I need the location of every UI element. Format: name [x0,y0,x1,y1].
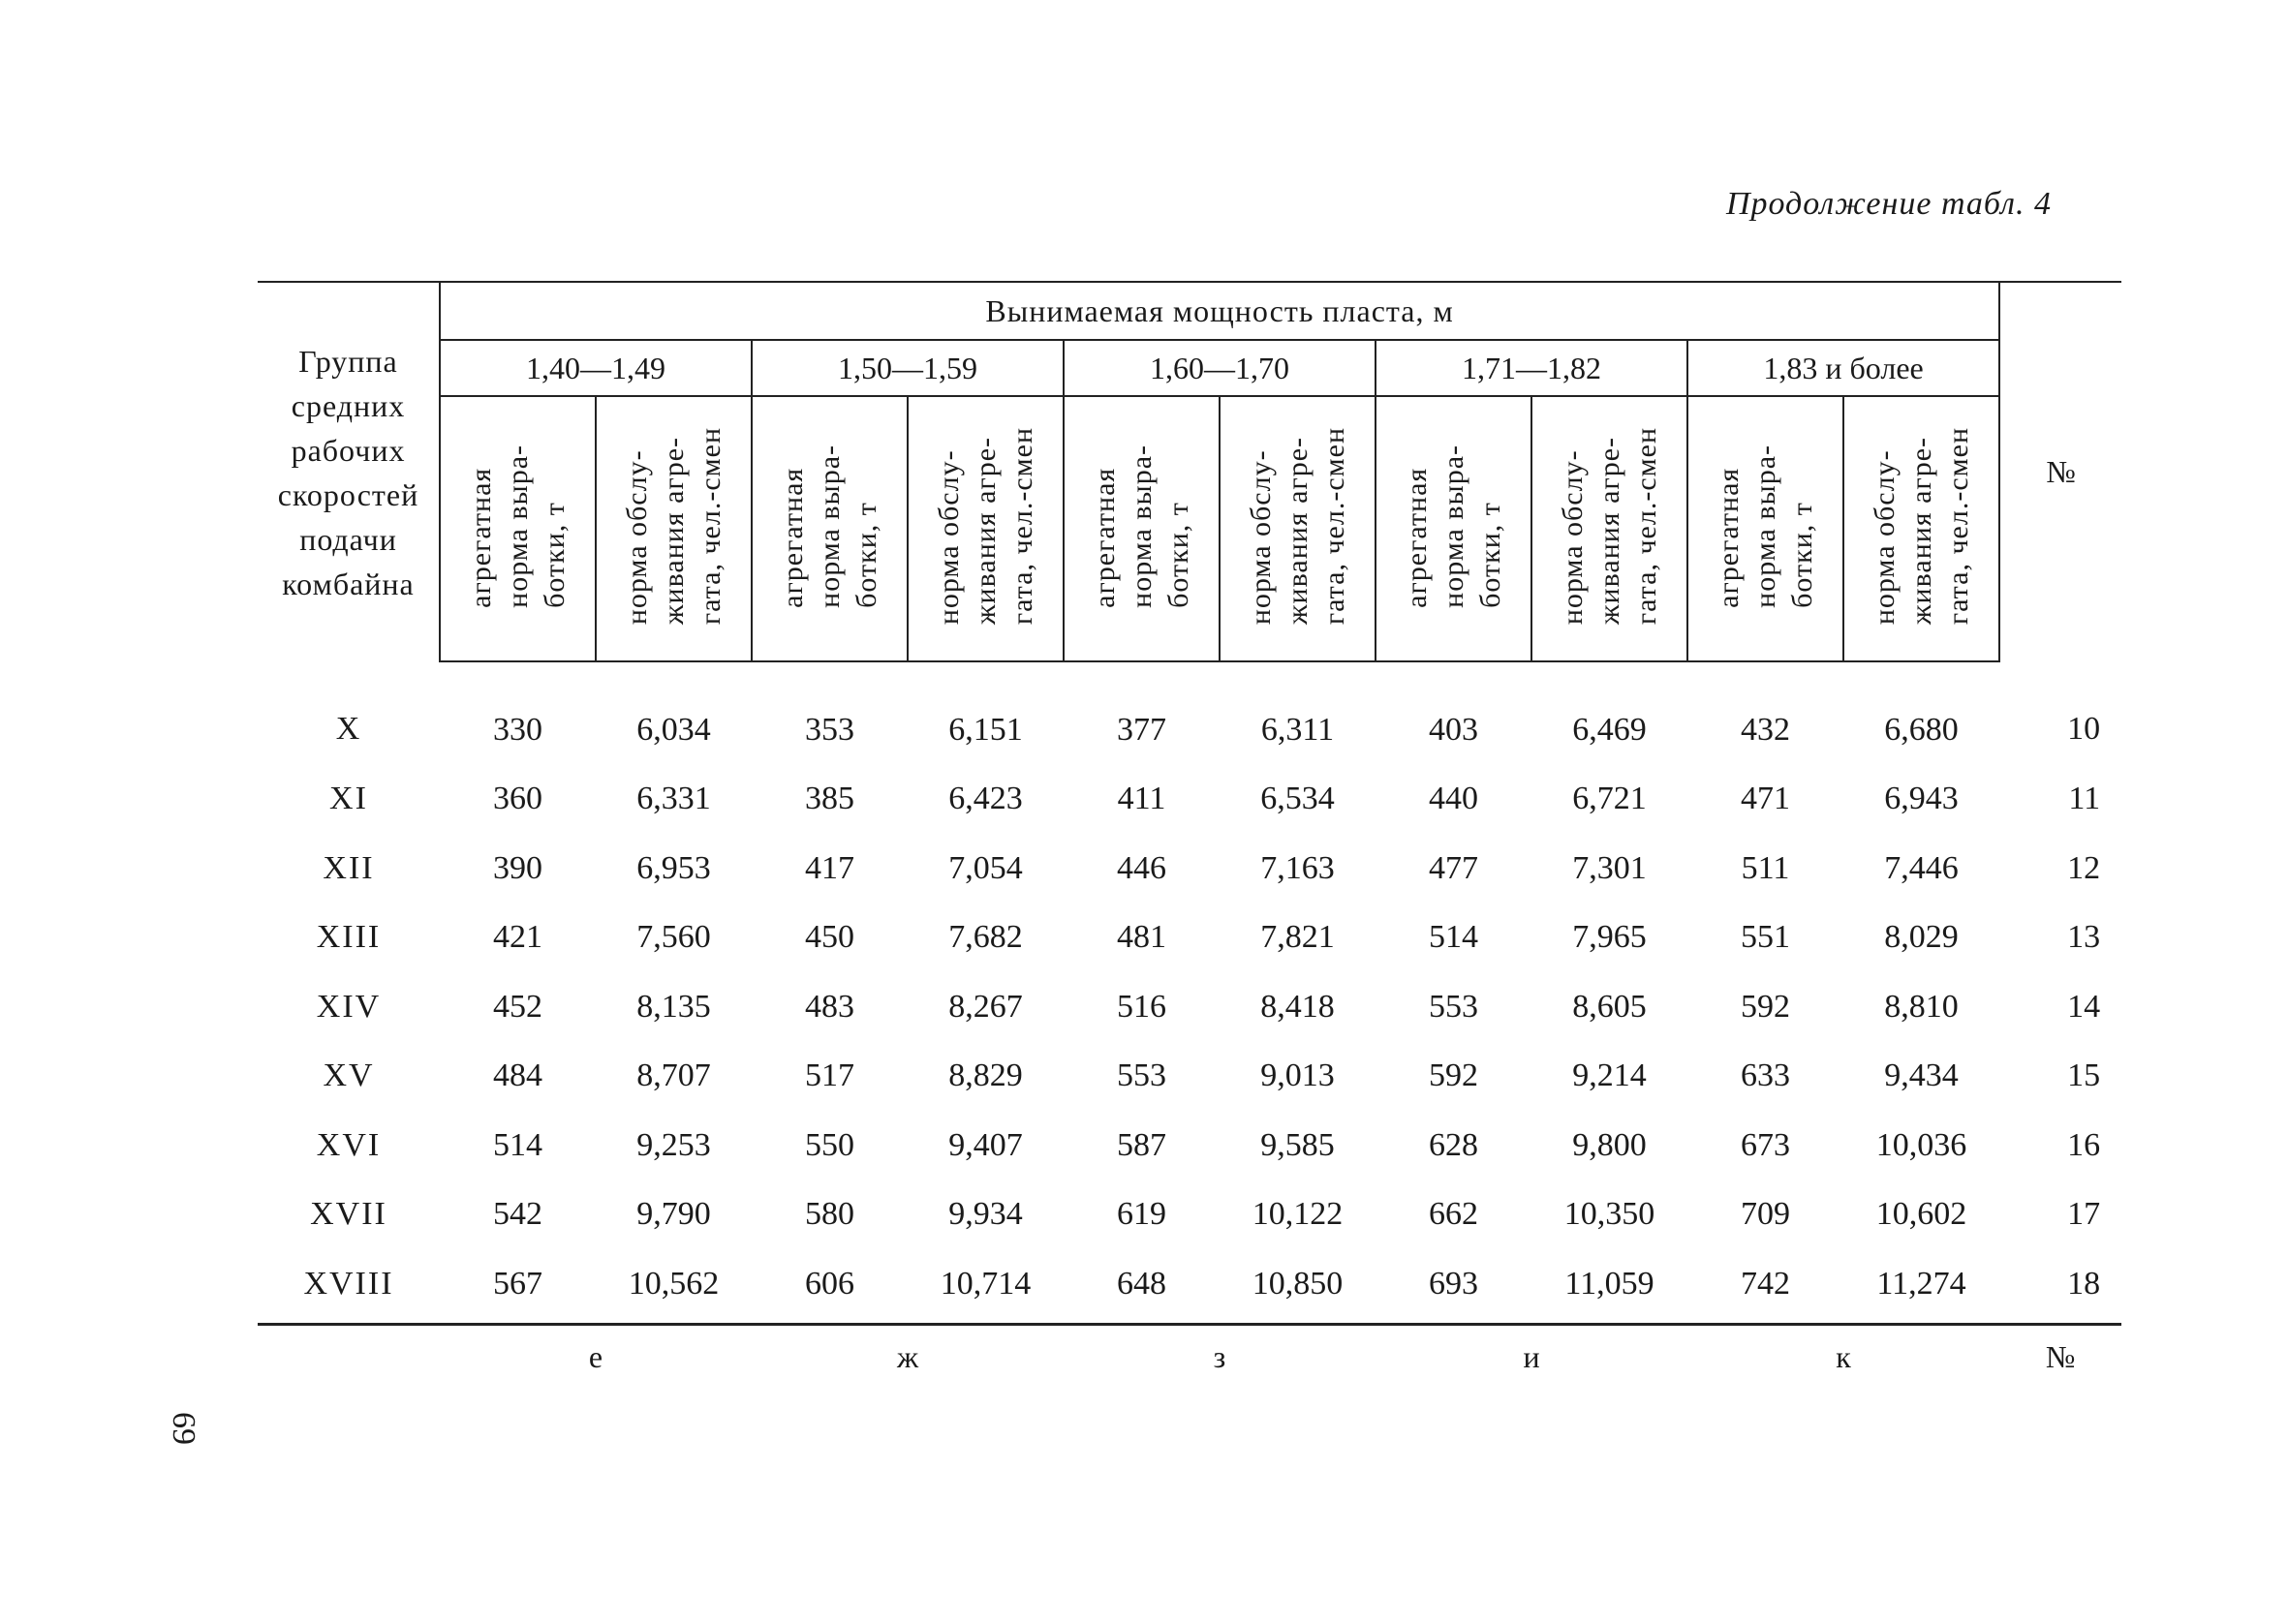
value-cell: 403 [1429,711,1478,748]
value-cell: 7,560 [636,919,711,956]
value-cell: 6,680 [1884,711,1959,748]
header-ranges-row [258,340,2121,396]
value-cell: 9,013 [1260,1057,1335,1094]
value-cell: 6,311 [1260,711,1335,748]
value-cell: 580 [805,1196,854,1233]
header-seam-thickness: Вынимаемая мощность пласта, м [440,282,1999,340]
table-body [258,661,2121,1324]
value-cell: 452 [493,988,542,1025]
header-service-norm-label: норма обслу- живания агре- гата, чел.-смен [932,427,1038,626]
value-cell: 484 [493,1057,542,1094]
group-cell: XV [323,1057,375,1094]
table-caption: Продолжение табл. 4 [1725,186,2052,222]
header-service-norm-4 [1531,396,1687,661]
value-cell: 6,151 [948,711,1023,748]
header-output-norm-label: агрегатная норма выра- ботки, т [1712,444,1818,608]
header-range-5: 1,83 и более [1687,340,1999,396]
table-row [258,1180,2121,1250]
header-number-column: № [1999,282,2121,661]
value-cell: 567 [440,1249,596,1324]
value-cell: 542 [493,1196,542,1233]
header-output-norm-label: агрегатная норма выра- ботки, т [464,444,571,608]
group-cell: XVI [316,1126,382,1163]
footer-letter-2: ж [896,1339,919,1374]
header-service-norm-label: норма обслу- живания агре- гата, чел.-смен [620,427,727,626]
row-number-cell: 10 [2067,711,2101,748]
value-cell: 471 [1741,781,1790,817]
value-cell: 6,469 [1572,711,1647,748]
header-service-norm-label: норма обслу- живания агре- гата, чел.-смен [1868,427,1974,626]
value-cell: 10,122 [1252,1196,1344,1233]
group-cell: XVIII [258,1249,440,1324]
data-table-wrapper [258,281,2121,1390]
table-row [258,1042,2121,1112]
value-cell: 693 [1376,1249,1531,1324]
row-number-cell: 14 [2067,988,2101,1025]
row-number-cell: 16 [2067,1126,2101,1163]
header-output-norm-1 [440,396,596,661]
group-cell: X [335,711,362,748]
value-cell: 6,034 [636,711,711,748]
footer-number-label: № [2045,1339,2076,1374]
value-cell: 9,214 [1572,1057,1647,1094]
row-number-cell: 12 [2067,849,2101,886]
value-cell: 8,267 [948,988,1023,1025]
value-cell: 10,562 [596,1249,752,1324]
group-cell: XII [323,849,375,886]
value-cell: 6,943 [1884,781,1959,817]
header-range-2: 1,50—1,59 [752,340,1064,396]
footer-letter-3: з [1213,1339,1226,1374]
value-cell: 360 [493,781,542,817]
header-range-1: 1,40—1,49 [440,340,752,396]
header-output-norm-5 [1687,396,1843,661]
value-cell: 6,423 [948,781,1023,817]
value-cell: 6,331 [636,781,711,817]
table-row [258,1249,2121,1324]
value-cell: 483 [805,988,854,1025]
group-cell: XI [329,781,368,817]
value-cell: 662 [1429,1196,1478,1233]
value-cell: 411 [1117,781,1166,817]
value-cell: 417 [805,849,854,886]
value-cell: 432 [1741,711,1790,748]
value-cell: 9,800 [1572,1126,1647,1163]
data-table [258,281,2121,1390]
row-number-cell: 11 [2068,781,2101,817]
value-cell: 11,274 [1843,1249,1999,1324]
value-cell: 553 [1429,988,1478,1025]
value-cell: 7,682 [948,919,1023,956]
value-cell: 477 [1429,849,1478,886]
value-cell: 6,953 [636,849,711,886]
page-number: 69 [166,1412,201,1445]
footer-letter-5: к [1836,1339,1851,1374]
value-cell: 9,407 [948,1126,1023,1163]
header-output-norm-label: агрегатная норма выра- ботки, т [1400,444,1506,608]
value-cell: 6,534 [1260,781,1335,817]
value-cell: 10,850 [1220,1249,1376,1324]
value-cell: 353 [805,711,854,748]
value-cell: 514 [493,1126,542,1163]
table-row [258,1111,2121,1180]
value-cell: 8,707 [636,1057,711,1094]
footer-letters-row [258,1324,2121,1390]
header-output-norm-4 [1376,396,1531,661]
footer-spacer [258,1324,440,1390]
value-cell: 9,934 [948,1196,1023,1233]
value-cell: 8,810 [1884,988,1959,1025]
value-cell: 7,054 [948,849,1023,886]
value-cell: 7,301 [1572,849,1647,886]
value-cell: 514 [1429,919,1478,956]
value-cell: 628 [1429,1126,1478,1163]
value-cell: 9,585 [1260,1126,1335,1163]
value-cell: 440 [1429,781,1478,817]
header-service-norm-2 [908,396,1064,661]
row-number-cell: 17 [2067,1196,2101,1233]
value-cell: 481 [1117,919,1166,956]
value-cell: 10,714 [908,1249,1064,1324]
value-cell: 8,605 [1572,988,1647,1025]
value-cell: 517 [805,1057,854,1094]
header-output-norm-2 [752,396,908,661]
group-cell: XVII [310,1196,387,1233]
table-header [258,282,2121,661]
value-cell: 377 [1117,711,1166,748]
footer-letter-4: и [1523,1339,1540,1374]
value-cell: 390 [493,849,542,886]
value-cell: 7,163 [1260,849,1335,886]
table-footer [258,1324,2121,1390]
value-cell: 330 [493,711,542,748]
table-row [258,661,2121,765]
value-cell: 709 [1741,1196,1790,1233]
value-cell: 7,965 [1572,919,1647,956]
value-cell: 587 [1117,1126,1166,1163]
header-subcolumns-row [258,396,2121,661]
header-output-norm-label: агрегатная норма выра- ботки, т [776,444,882,608]
table-row [258,904,2121,973]
group-cell: XIV [316,988,382,1025]
group-cell: XIII [316,919,382,956]
value-cell: 10,350 [1563,1196,1655,1233]
value-cell: 9,790 [636,1196,711,1233]
value-cell: 8,418 [1260,988,1335,1025]
header-service-norm-3 [1220,396,1376,661]
value-cell: 742 [1687,1249,1843,1324]
value-cell: 6,721 [1572,781,1647,817]
value-cell: 446 [1117,849,1166,886]
value-cell: 606 [752,1249,908,1324]
value-cell: 421 [493,919,542,956]
value-cell: 7,821 [1260,919,1335,956]
header-output-norm-3 [1064,396,1220,661]
header-output-norm-label: агрегатная норма выра- ботки, т [1088,444,1194,608]
value-cell: 619 [1117,1196,1166,1233]
header-service-norm-label: норма обслу- живания агре- гата, чел.-смен [1244,427,1350,626]
value-cell: 9,434 [1884,1057,1959,1094]
header-group-column: Группа средних рабочих скоростей подачи комбайна [258,282,440,661]
row-number-cell: 18 [1999,1249,2121,1324]
value-cell: 11,059 [1531,1249,1687,1324]
value-cell: 7,446 [1884,849,1959,886]
value-cell: 648 [1064,1249,1220,1324]
header-service-norm-label: норма обслу- живания агре- гата, чел.-смен [1556,427,1662,626]
table-row [258,972,2121,1042]
value-cell: 592 [1741,988,1790,1025]
value-cell: 8,029 [1884,919,1959,956]
row-number-cell: 15 [2067,1057,2101,1094]
value-cell: 673 [1741,1126,1790,1163]
value-cell: 511 [1741,849,1790,886]
value-cell: 10,036 [1875,1126,1967,1163]
value-cell: 10,602 [1875,1196,1967,1233]
row-number-cell: 13 [2067,919,2101,956]
value-cell: 8,135 [636,988,711,1025]
table-row [258,765,2121,835]
value-cell: 553 [1117,1057,1166,1094]
value-cell: 516 [1117,988,1166,1025]
footer-letter-1: е [588,1339,603,1374]
header-service-norm-5 [1843,396,1999,661]
value-cell: 633 [1741,1057,1790,1094]
value-cell: 592 [1429,1057,1478,1094]
header-service-norm-1 [596,396,752,661]
table-row [258,834,2121,904]
value-cell: 385 [805,781,854,817]
header-range-3: 1,60—1,70 [1064,340,1376,396]
value-cell: 550 [805,1126,854,1163]
value-cell: 551 [1741,919,1790,956]
value-cell: 8,829 [948,1057,1023,1094]
value-cell: 9,253 [636,1126,711,1163]
header-range-4: 1,71—1,82 [1376,340,1687,396]
value-cell: 450 [805,919,854,956]
